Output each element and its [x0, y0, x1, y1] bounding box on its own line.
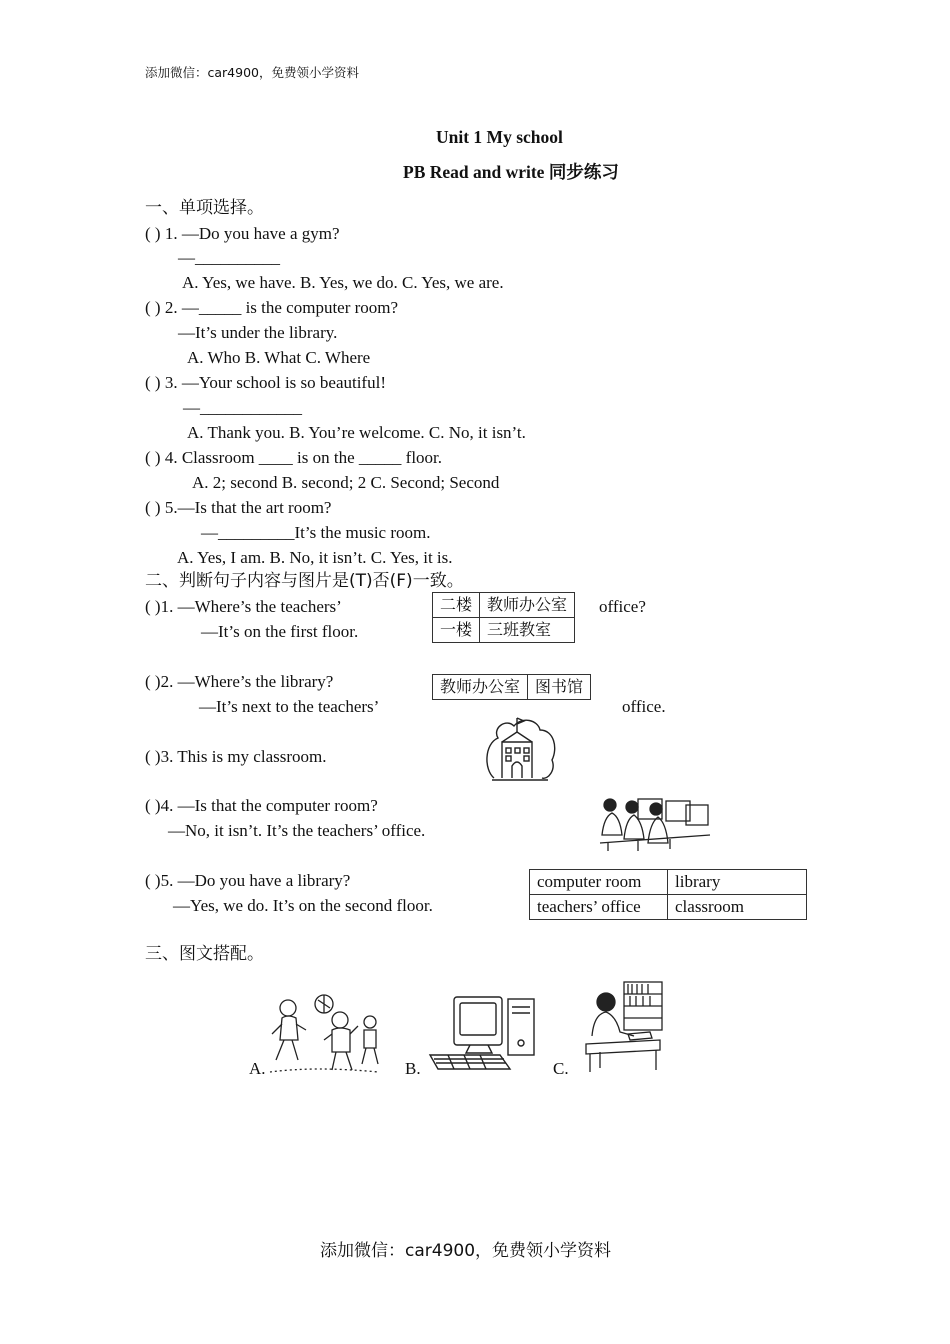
match-label-b: B.	[405, 1059, 421, 1078]
children-playing-football-image	[266, 990, 384, 1076]
watermark-bottom: 添加微信：car4900，免费领小学资料	[320, 1241, 612, 1261]
table-row	[530, 870, 807, 895]
q1-stem: ( ) 1. —Do you have a gym?	[145, 224, 340, 243]
section3-heading: 三、图文搭配。	[145, 944, 264, 964]
table-cell: computer room	[530, 870, 668, 895]
watermark-top: 添加微信：car4900，免费领小学资料	[145, 65, 359, 80]
tf3-stem: ( )3. This is my classroom.	[145, 747, 327, 766]
computer-image	[424, 993, 540, 1075]
tf2-response-end: office.	[622, 697, 666, 716]
q2-stem: ( ) 2. —_____ is the computer room?	[145, 298, 399, 317]
computer-room-image	[598, 795, 712, 853]
page-subtitle: PB Read and write 同步练习	[403, 162, 619, 182]
table-cell: 二楼	[433, 593, 480, 618]
q5-options: A. Yes, I am. B. No, it isn’t. C. Yes, it is.	[177, 548, 453, 567]
match-label-c: C.	[553, 1059, 569, 1078]
room-table	[432, 674, 591, 700]
q2-response: —It’s under the library.	[178, 323, 338, 342]
tf2-stem: ( )2. —Where’s the library?	[145, 672, 334, 691]
match-label-a: A.	[249, 1059, 266, 1078]
tf1-stem: ( )1. —Where’s the teachers’	[145, 597, 342, 616]
table-cell: classroom	[668, 895, 807, 920]
school-rooms-table	[529, 869, 807, 920]
q2-options: A. Who B. What C. Where	[187, 348, 371, 367]
school-building-image	[482, 708, 560, 784]
tf5-stem: ( )5. —Do you have a library?	[145, 871, 351, 890]
table-cell: teachers’ office	[530, 895, 668, 920]
q5-stem: ( ) 5.—Is that the art room?	[145, 498, 332, 517]
teacher-at-desk-image	[580, 980, 666, 1074]
q4-options: A. 2; second B. second; 2 C. Second; Second	[192, 473, 500, 492]
q3-options: A. Thank you. B. You’re welcome. C. No, it isn’t.	[187, 423, 526, 442]
table-cell: 一楼	[433, 618, 480, 643]
tf2-response: —It’s next to the teachers’	[199, 697, 380, 716]
table-row	[433, 675, 591, 700]
table-row	[433, 593, 575, 618]
floor-table	[432, 592, 575, 643]
q1-options: A. Yes, we have. B. Yes, we do. C. Yes, we are.	[182, 273, 504, 292]
table-row	[433, 618, 575, 643]
table-cell: library	[668, 870, 807, 895]
page-title: Unit 1 My school	[436, 127, 563, 147]
q5-response: —_________It’s the music room.	[201, 523, 431, 542]
q4-stem: ( ) 4. Classroom ____ is on the _____ floor.	[145, 448, 443, 467]
section1-heading: 一、单项选择。	[145, 198, 264, 218]
tf1-response: —It’s on the first floor.	[201, 622, 359, 641]
q3-stem: ( ) 3. —Your school is so beautiful!	[145, 373, 386, 392]
table-cell: 图书馆	[528, 675, 591, 700]
table-cell: 三班教室	[480, 618, 575, 643]
q3-answer-blank: —____________	[183, 398, 302, 417]
table-cell: 教师办公室	[480, 593, 575, 618]
tf4-stem: ( )4. —Is that the computer room?	[145, 796, 378, 815]
tf1-stem-end: office?	[599, 597, 646, 616]
q1-answer-blank: —__________	[178, 248, 280, 267]
section2-heading: 二、判断句子内容与图片是(T)否(F)一致。	[145, 571, 464, 591]
tf5-response: —Yes, we do. It’s on the second floor.	[173, 896, 433, 915]
table-cell: 教师办公室	[433, 675, 528, 700]
table-row	[530, 895, 807, 920]
tf4-response: —No, it isn’t. It’s the teachers’ office.	[168, 821, 426, 840]
